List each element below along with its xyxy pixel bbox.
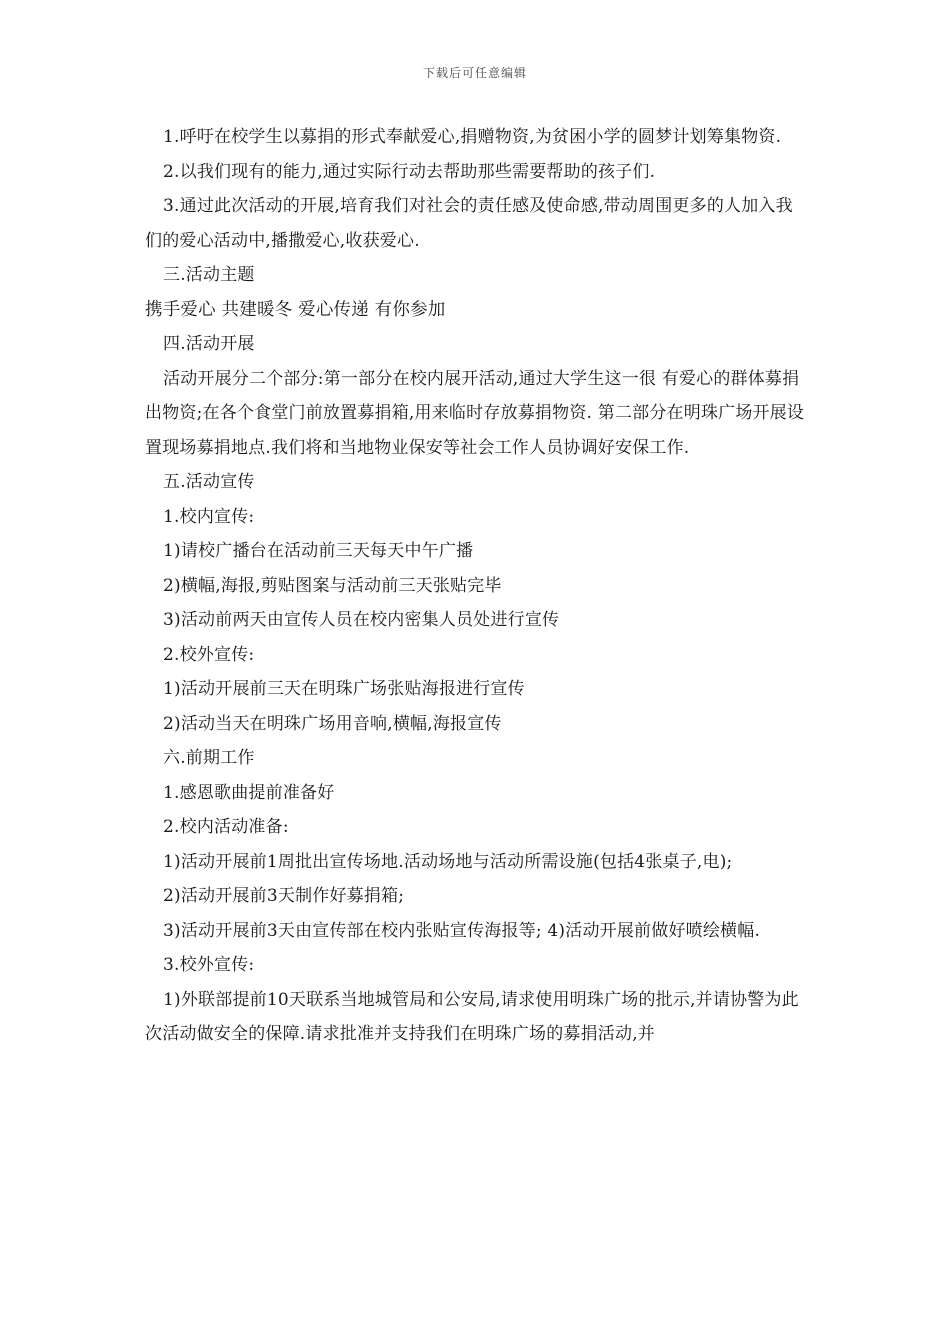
list-item: 1)请校广播台在活动前三天每天中午广播 xyxy=(163,541,474,561)
subheading-offcampus-promotion: 2.校外宣传: xyxy=(163,644,255,665)
paragraph-goal-3: 3.通过此次活动的开展,培育我们对社会的责任感及使命感,带动周围更多的人加入我们的爱心活动中,播撒爱心,收获爱心. xyxy=(145,196,793,251)
list-item: 2)活动当天在明珠广场用音响,横幅,海报宣传 xyxy=(163,713,502,734)
subheading-campus-promotion: 1.校内宣传: xyxy=(163,506,255,527)
section-heading-preparation: 六.前期工作 xyxy=(163,748,255,768)
document-body xyxy=(145,120,810,1052)
paragraph-activity-description: 活动开展分二个部分:第一部分在校内展开活动,通过大学生这一很 有爱心的群体募捐出物资;在各个食堂门前放置募捐箱,用来临时存放募捐物资. 第二部分在明珠广场开展设置现场募捐地点.我们将和当地物业保安等社会工作人员协调好安保工作. xyxy=(145,368,805,458)
section-heading-activity: 四.活动开展 xyxy=(163,334,255,354)
list-item: 3)活动开展前3天由宣传部在校内张贴宣传海报等; 4)活动开展前做好喷绘横幅. xyxy=(163,920,761,941)
page-header: 下载后可任意编辑 xyxy=(422,66,527,80)
list-item: 2)活动开展前3天制作好募捐箱; xyxy=(163,886,405,906)
list-item: 2)横幅,海报,剪贴图案与活动前三天张贴完毕 xyxy=(163,575,502,596)
list-item: 1.感恩歌曲提前准备好 xyxy=(163,782,335,803)
theme-slogan: 携手爱心 共建暖冬 爱心传递 有你参加 xyxy=(145,299,446,320)
list-item: 1)外联部提前10天联系当地城管局和公安局,请求使用明珠广场的批示,并请协警为此次活动做安全的保障.请求批准并支持我们在明珠广场的募捐活动,并 xyxy=(145,989,799,1044)
paragraph-goal-1: 1.呼吁在校学生以募捐的形式奉献爱心,捐赠物资,为贫困小学的圆梦计划筹集物资. xyxy=(163,127,782,147)
section-heading-promotion: 五.活动宣传 xyxy=(163,472,255,492)
section-heading-theme: 三.活动主题 xyxy=(163,265,255,285)
subheading-campus-preparation: 2.校内活动准备: xyxy=(163,817,289,837)
list-item: 1)活动开展前三天在明珠广场张贴海报进行宣传 xyxy=(163,679,525,699)
subheading-offcampus-preparation: 3.校外宣传: xyxy=(163,955,255,975)
list-item: 1)活动开展前1周批出宣传场地.活动场地与活动所需设施(包括4张桌子,电); xyxy=(163,851,733,872)
list-item: 3)活动前两天由宣传人员在校内密集人员处进行宣传 xyxy=(163,610,560,630)
paragraph-goal-2: 2.以我们现有的能力,通过实际行动去帮助那些需要帮助的孩子们. xyxy=(163,161,656,182)
